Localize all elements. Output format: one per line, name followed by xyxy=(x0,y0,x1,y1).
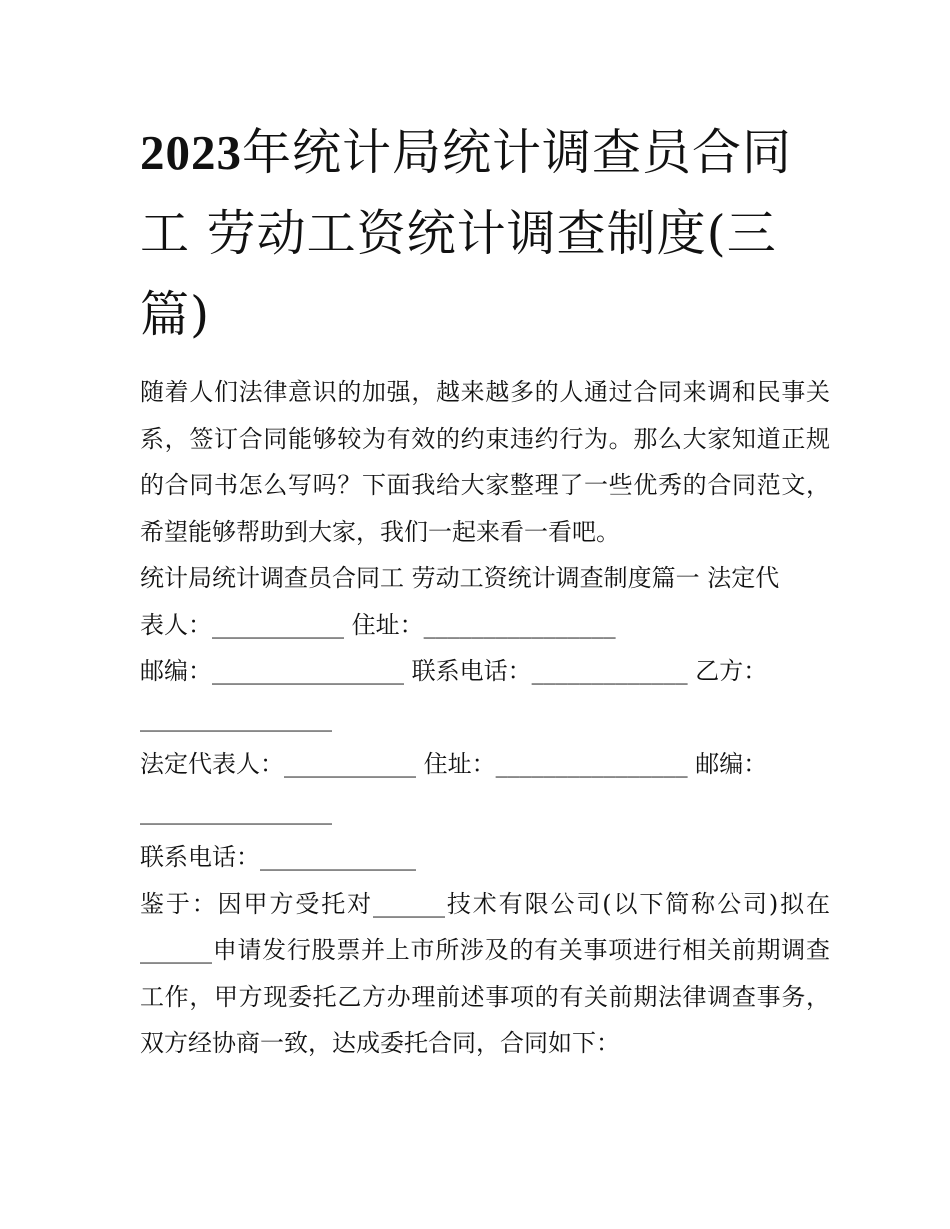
party-a-contact-line: 邮编：________________ 联系电话：_____________ 乙方： xyxy=(140,657,768,685)
intro-paragraph: 随着人们法律意识的加强，越来越多的人通过合同来调和民事关系，签订合同能够较为有效的约束违约行为。那么大家知道正规的合同书怎么写吗？下面我给大家整理了一些优秀的合同范文，希望能够帮助到大家，我们一起来看一看吧。 xyxy=(140,378,830,546)
party-b-representative-line: 法定代表人：___________ 住址：________________ 邮编： xyxy=(140,750,768,778)
party-b-postcode-blank-line: ________________ xyxy=(140,796,332,825)
document-title xyxy=(140,112,830,355)
whereas-clause: 鉴于：因甲方受托对______技术有限公司(以下简称公司)拟在______申请发行股票并上市所涉及的有关事项进行相关前期调查工作，甲方现委托乙方办理前述事项的有关前期法律调查事务，双方经协商一致，达成委托合同，合同如下： xyxy=(140,889,830,1057)
party-b-blank-line: ________________ xyxy=(140,703,332,732)
document-page xyxy=(140,112,830,1067)
party-b-phone-line: 联系电话：_____________ xyxy=(140,843,416,871)
title-text: 年统计局统计调查员合同工 劳动工资统计调查制度(三篇) xyxy=(140,124,793,343)
party-a-representative-line: 表人：___________ 住址：________________ xyxy=(140,610,616,639)
contract-heading-line: 统计局统计调查员合同工 劳动工资统计调查制度篇一 法定代 xyxy=(140,564,780,592)
title-year: 2023 xyxy=(140,125,242,180)
